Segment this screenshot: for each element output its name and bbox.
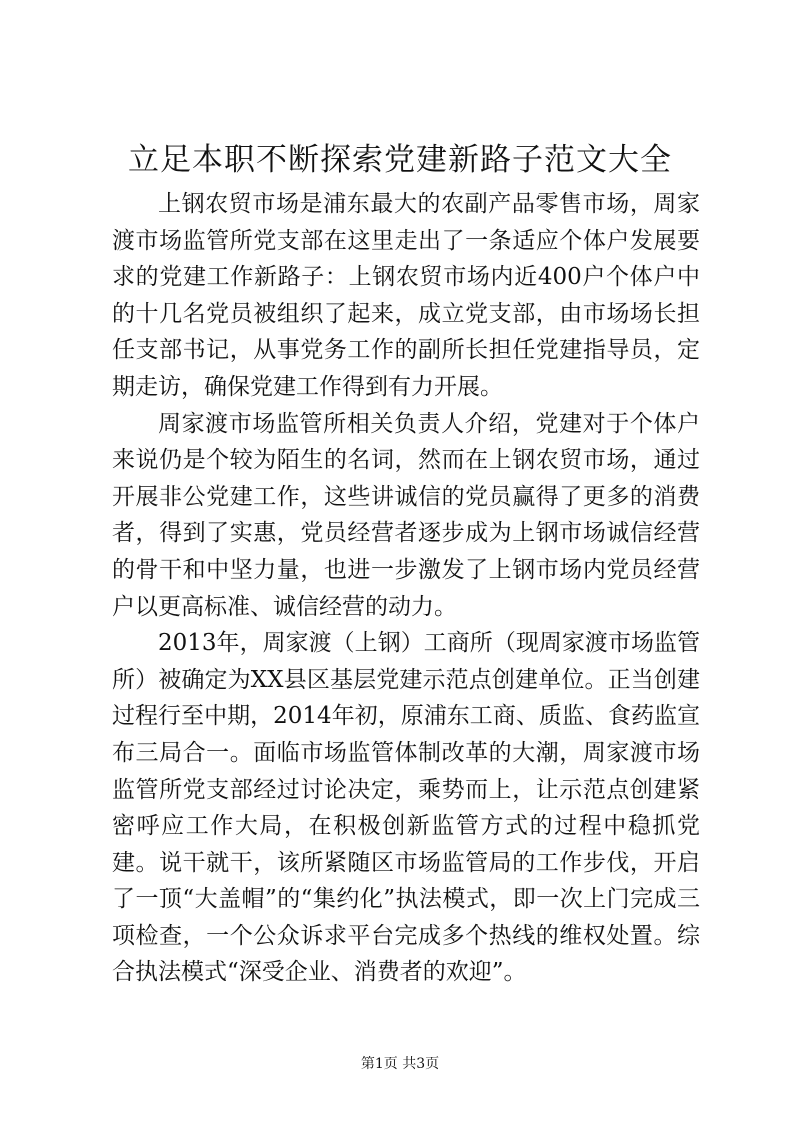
paragraph-3: 2013年，周家渡（上钢）工商所（现周家渡市场监管所）被确定为XX县区基层党建示范点创建单位。正当创建过程行至中期，2014年初，原浦东工商、质监、食药监宣布三局合一。面临市场监管体制改革的大潮，周家渡市场监管所党支部经过讨论决定，乘势而上，让示范点创建紧密呼应工作大局，在积极创新监管方式的过程中稳抓党建。说干就干，该所紧随区市场监管局的工作步伐，开启了一顶“大盖帽”的“集约化”执法模式，即一次上门完成三项检查，一个公众诉求平台完成多个热线的维权处置。综合执法模式“深受企业、消费者的欢迎”。	[112, 630, 700, 986]
document-body	[112, 186, 700, 991]
paragraph-2: 周家渡市场监管所相关负责人介绍，党建对于个体户来说仍是个较为陌生的名词，然而在上钢农贸市场，通过开展非公党建工作，这些讲诚信的党员赢得了更多的消费者，得到了实惠，党员经营者逐步成为上钢市场诚信经营的骨干和中坚力量，也进一步激发了上钢市场内党员经营户以更高标准、诚信经营的动力。	[112, 410, 700, 620]
page-number-footer: 第1页 共3页	[360, 1056, 440, 1072]
paragraph-1: 上钢农贸市场是浦东最大的农副产品零售市场，周家渡市场监管所党支部在这里走出了一条适应个体户发展要求的党建工作新路子：上钢农贸市场内近400户个体户中的十几名党员被组织了起来，成立党支部，由市场场长担任支部书记，从事党务工作的副所长担任党建指导员，定期走访，确保党建工作得到有力开展。	[112, 191, 700, 400]
document-title: 立足本职不断探索党建新路子范文大全	[128, 142, 672, 178]
